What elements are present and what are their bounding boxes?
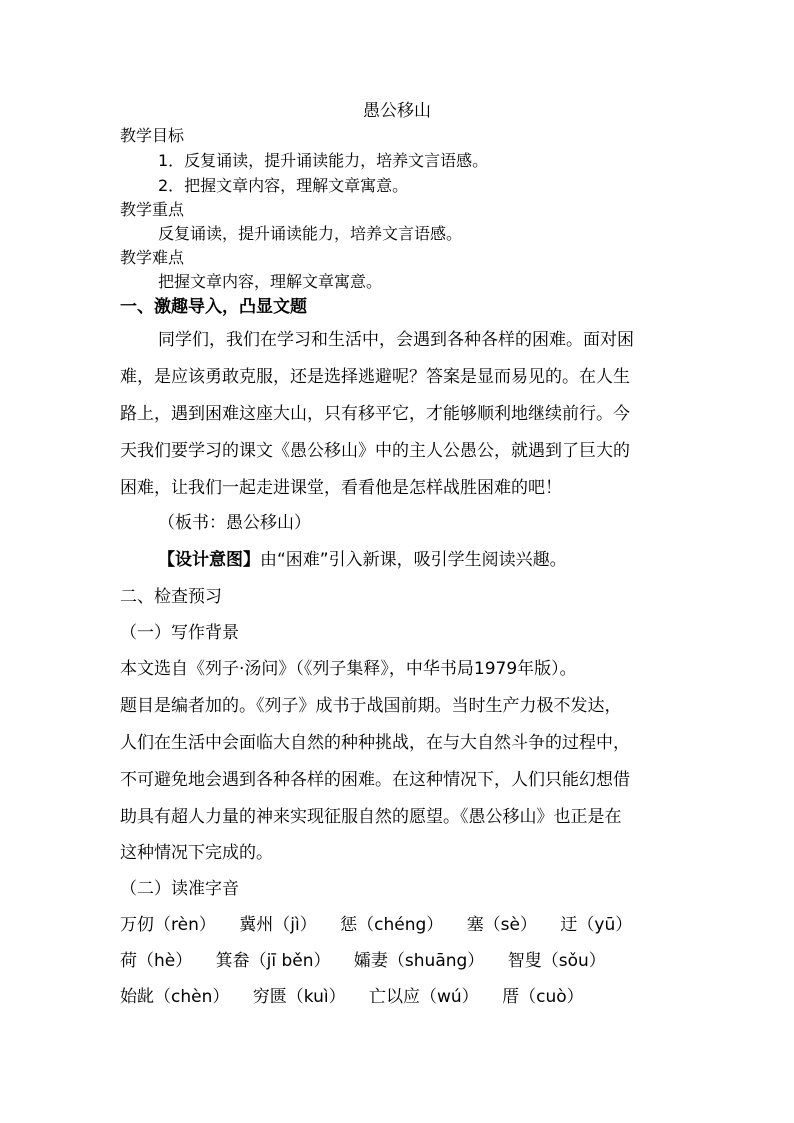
background-heading: （一）写作背景: [120, 623, 239, 643]
pronunciation-item: 塞（sè）: [466, 915, 538, 935]
section1-paragraph-line: 同学们，我们在学习和生活中，会遇到各种各样的困难。面对困: [158, 330, 634, 350]
pronunciation-row: [120, 913, 650, 937]
section1-paragraph-line: 困难，让我们一起走进课堂，看看他是怎样战胜困难的吧！: [120, 478, 562, 498]
pronunciation-item: 冀州（jì）: [239, 915, 317, 935]
key-points-heading: 教学重点: [120, 200, 185, 219]
section1-paragraph-line: 难，是应该勇敢克服，还是选择逃避呢？答案是显而易见的。在人生: [120, 367, 630, 387]
section1-heading: 一、激趣导入，凸显文题: [120, 297, 307, 317]
difficult-points-text: 把握文章内容，理解文章寓意。: [158, 272, 383, 291]
pronunciation-item: 惩（chéng）: [340, 915, 444, 935]
background-line: 本文选自《列子·汤问》（《列子集释》，中华书局1979年版）。: [120, 659, 577, 679]
pronunciation-item: 厝（cuò）: [502, 987, 584, 1007]
design-intent-text: 由“困难”引入新课，吸引学生阅读兴趣。: [260, 550, 567, 570]
background-line: 题目是编者加的。《列子》成书于战国前期。当时生产力极不发达，: [120, 696, 622, 716]
design-intent-label: 【设计意图】: [158, 550, 260, 570]
key-points-text: 反复诵读，提升诵读能力，培养文言语感。: [158, 224, 463, 243]
section1-paragraph-line: 天我们要学习的课文《愚公移山》中的主人公愚公，就遇到了巨大的: [120, 441, 630, 461]
difficult-points-heading: 教学难点: [120, 248, 185, 267]
background-line: 人们在生活中会面临大自然的种种挑战，在与大自然斗争的过程中，: [120, 733, 630, 753]
section2-heading: 二、检查预习: [120, 587, 222, 607]
pronunciation-item: 荷（hè）: [120, 951, 193, 971]
objectives-heading: 教学目标: [120, 126, 185, 145]
pronunciation-item: 亡以应（wú）: [369, 987, 479, 1007]
background-line: 助具有超人力量的神来实现征服自然的愿望。《愚公移山》也正是在: [120, 807, 622, 827]
pronunciation-row: [120, 949, 624, 973]
background-line: 不可避免地会遇到各种各样的困难。在这种情况下，人们只能幻想借: [120, 770, 630, 790]
pronunciation-item: 智叟（sǒu）: [507, 951, 606, 971]
pronunciation-item: 迂（yū）: [560, 915, 633, 935]
pronunciation-item: 穷匮（kuì）: [252, 987, 346, 1007]
background-line: 这种情况下完成的。: [120, 843, 273, 863]
pronunciation-row: [120, 985, 602, 1009]
pronunciation-item: 始龀（chèn）: [120, 987, 230, 1007]
objective-item: 2．把握文章内容，理解文章寓意。: [158, 176, 409, 195]
pronunciation-item: 箕畚（jī běn）: [215, 951, 331, 971]
pronunciation-item: 万仞（rèn）: [120, 915, 216, 935]
design-intent: [158, 548, 567, 572]
page-title: 愚公移山: [363, 101, 431, 121]
pronunciation-item: 孀妻（shuāng）: [353, 951, 485, 971]
section1-paragraph-line: 路上，遇到困难这座大山，只有移平它，才能够顺利地继续前行。今: [120, 404, 630, 424]
objective-item: 1．反复诵读，提升诵读能力，培养文言语感。: [158, 151, 489, 170]
board-note: （板书：愚公移山）: [158, 513, 311, 533]
pronunciation-heading: （二）读准字音: [120, 879, 239, 899]
